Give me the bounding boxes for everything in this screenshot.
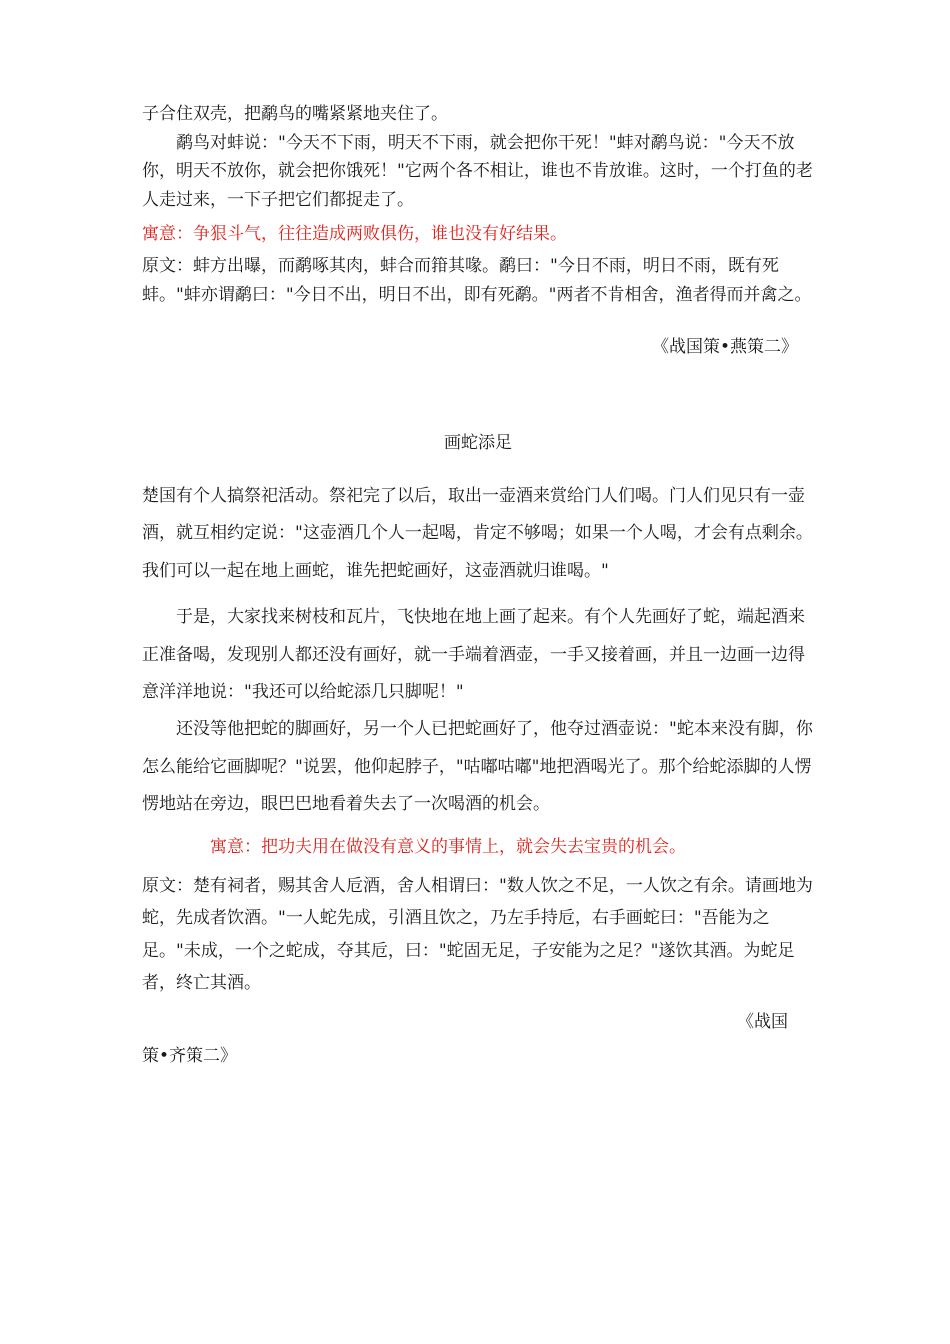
paragraph-continuation: 子合住双壳，把鹬鸟的嘴紧紧地夹住了。 <box>142 104 448 124</box>
document-page <box>142 100 814 1073</box>
moral-text: 寓意：把功夫用在做没有意义的事情上，就会失去宝贵的机会。 <box>210 836 686 857</box>
story-snake-feet <box>142 478 814 1000</box>
paragraph-drawing: 于是，大家找来树枝和瓦片，飞快地在地上画了起来。有个人先画好了蛇，端起酒来正准备喝，发现别人都还没有画好，就一手端着酒壶，一手又接着画，并且一边画一边得意洋洋地说："我还可以给蛇添几只脚呢！" <box>142 607 805 703</box>
story-title: 画蛇添足 <box>444 433 512 453</box>
paragraph-ending: 还没等他把蛇的脚画好，另一个人已把蛇画好了，他夺过酒壶说："蛇本来没有脚，你怎么能给它画脚呢？"说罢，他仰起脖子，"咕嘟咕嘟"地把酒喝光了。那个给蛇添脚的人愣愣地站在旁边，眼巴巴地看着失去了一次喝酒的机会。 <box>142 719 813 815</box>
original-text: 原文：蚌方出曝，而鹬啄其肉，蚌合而箝其喙。鹬曰："今日不雨，明日不雨，既有死蚌。"蚌亦谓鹬曰："今日不出，明日不出，即有死鹬。"两者不肯相舍，渔者得而并禽之。 <box>142 256 812 305</box>
paragraph-dialogue: 鹬鸟对蚌说："今天不下雨，明天不下雨，就会把你干死！"蚌对鹬鸟说："今天不放你，明天不放你，就会把你饿死！"它两个各不相让，谁也不肯放谁。这时，一个打鱼的老人走过来，一下子把它们都捉走了。 <box>142 132 813 210</box>
story-snipe-clam <box>142 100 814 309</box>
source-citation: 《战国策•燕策二》 <box>651 337 798 357</box>
source-citation-part1: 《战国 <box>737 1011 788 1032</box>
moral-text: 寓意：争狠斗气，往往造成两败俱伤，谁也没有好结果。 <box>142 224 567 244</box>
paragraph-intro: 楚国有个人搞祭祀活动。祭祀完了以后，取出一壶酒来赏给门人们喝。门人们见只有一壶酒，就互相约定说："这壶酒几个人一起喝，肯定不够喝；如果一个人喝，才会有点剩余。我们可以一起在地上画蛇，谁先把蛇画好，这壶酒就归谁喝。" <box>142 486 813 581</box>
original-text: 原文：楚有祠者，赐其舍人卮酒，舍人相谓曰："数人饮之不足，一人饮之有余。请画地为蛇，先成者饮酒。"一人蛇先成，引酒且饮之，乃左手持卮，右手画蛇曰："吾能为之足。"未成，一个之蛇成，夺其卮，曰："蛇固无足，子安能为之足？"遂饮其酒。为蛇足者，终亡其酒。 <box>142 875 813 994</box>
source-citation-part2: 策•齐策二》 <box>142 1045 238 1066</box>
